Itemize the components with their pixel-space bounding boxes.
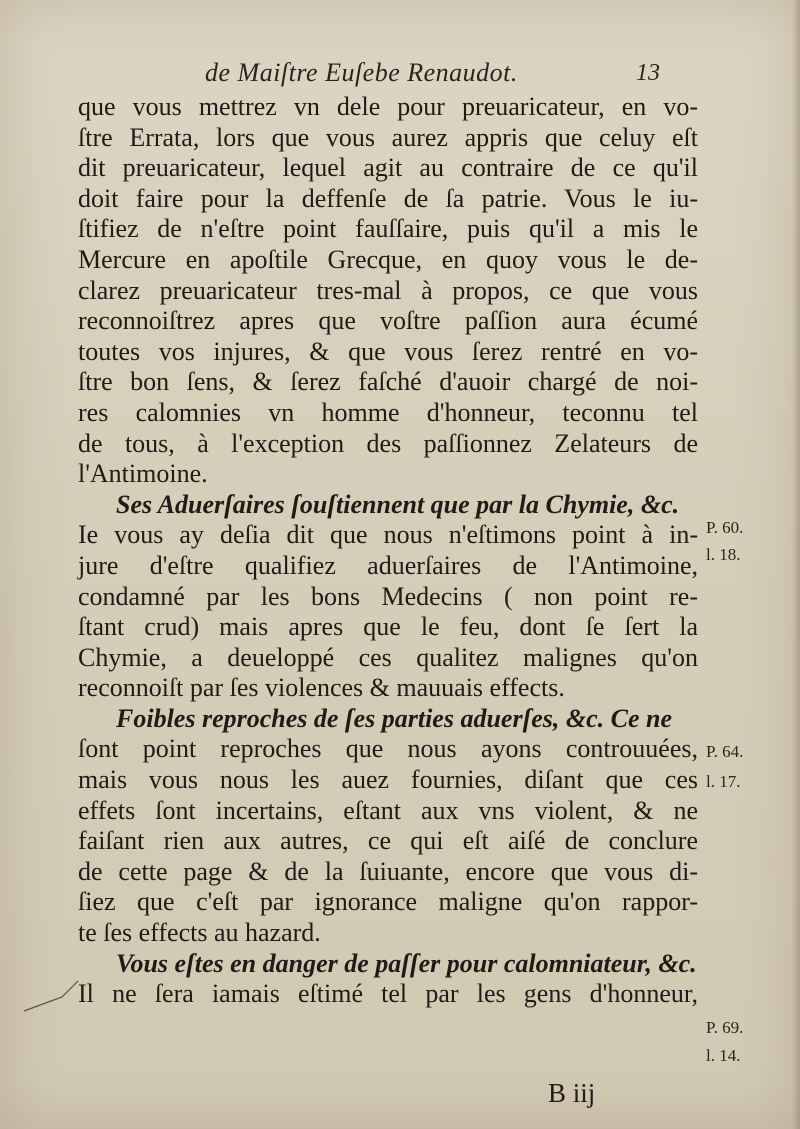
margin-line-ref: l. 14. <box>706 1046 741 1065</box>
text-line: ſont point reproches que nous ayons controuuées, <box>78 734 698 764</box>
text-line: ſtre Errata, lors que vous aurez appris que celuy eſt <box>78 122 698 152</box>
text-line: de cette page & de la ſuiuante, encore que vous di- <box>78 856 698 886</box>
text-line: ſtre bon ſens, & ſerez faſché d'auoir chargé de noi- <box>78 367 698 397</box>
text-line: Chymie, a deueloppé ces qualitez malignes qu'on <box>78 642 698 672</box>
text-line: Ie vous ay deſia dit que nous n'eſtimons point à in- <box>78 520 698 550</box>
section-heading: Ses Aduerſaires ſouſtiennent que par la Chymie, &c. <box>116 489 680 519</box>
margin-line-ref: l. 17. <box>706 772 741 791</box>
text-line: faiſant rien aux autres, ce qui eſt aiſé de conclure <box>78 826 698 856</box>
text-line: ſtant crud) mais apres que le feu, dont ſe ſert la <box>78 612 698 642</box>
text-line: effets ſont incertains, eſtant aux vns violent, & ne <box>78 795 698 825</box>
section-heading: Vous eſtes en danger de paſſer pour calomniateur, &c. <box>116 948 697 978</box>
margin-line-ref: l. 18. <box>706 545 741 564</box>
page-edge-shadow <box>792 0 800 1129</box>
margin-page-ref: P. 60. <box>706 518 744 537</box>
pen-scratch-mark <box>22 975 82 1015</box>
signature-mark: B iij <box>548 1078 596 1108</box>
text-line: mais vous nous les auez fournies, diſant que ces <box>78 765 698 795</box>
text-line: te ſes effects au hazard. <box>78 918 321 948</box>
page-number: 13 <box>636 60 660 86</box>
body-text <box>78 92 698 1010</box>
running-title: de Maiſtre Euſebe Renaudot. <box>205 58 518 87</box>
text-line: res calomnies vn homme d'honneur, teconnu tel <box>78 397 698 427</box>
text-line: l'Antimoine. <box>78 459 208 489</box>
text-line: Mercure en apoſtile Grecque, en quoy vous le de- <box>78 244 698 274</box>
section-heading: Foibles reproches de ſes parties aduerſes, &c. Ce ne <box>116 703 673 733</box>
text-line: reconnoiſt par ſes violences & mauuais effects. <box>78 673 565 703</box>
text-line: ſtifiez de n'eſtre point fauſſaire, puis qu'il a mis le <box>78 214 698 244</box>
text-line: clarez preuaricateur tres-mal à propos, ce que vous <box>78 275 698 305</box>
text-line: doit faire pour la deffenſe de ſa patrie. Vous le iu- <box>78 183 698 213</box>
text-line: Il ne ſera iamais eſtimé tel par les gens d'honneur, <box>78 979 698 1009</box>
text-line: reconnoiſtrez apres que voſtre paſſion aura écumé <box>78 306 698 336</box>
text-line: ſiez que c'eſt par ignorance maligne qu'on rappor- <box>78 887 698 917</box>
text-line: dit preuaricateur, lequel agit au contraire de ce qu'il <box>78 153 698 183</box>
text-line: de tous, à l'exception des paſſionnez Zelateurs de <box>78 428 698 458</box>
text-line: condamné par les bons Medecins ( non point re- <box>78 581 698 611</box>
text-line: toutes vos injures, & que vous ſerez rentré en vo- <box>78 336 698 366</box>
page-header <box>0 54 800 94</box>
text-line: que vous mettrez vn dele pour preuaricateur, en vo- <box>78 92 698 121</box>
margin-page-ref: P. 64. <box>706 742 744 761</box>
margin-page-ref: P. 69. <box>706 1018 744 1037</box>
text-line: jure d'eſtre qualifiez aduerſaires de l'Antimoine, <box>78 550 698 580</box>
